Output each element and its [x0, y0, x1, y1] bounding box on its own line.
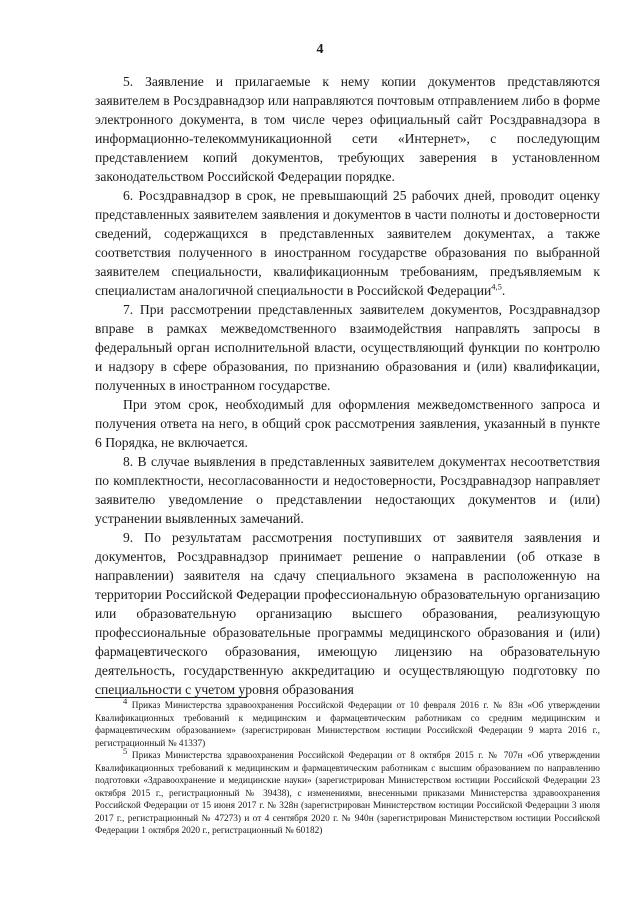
- footnote-divider: [95, 697, 247, 698]
- footnotes: [95, 695, 600, 838]
- page-number: 4: [316, 42, 324, 57]
- paragraph-7: 7. При рассмотрении представленных заявителем документов, Росздравнадзор вправе в рамках межведомственного взаимодействия направлять запросы в федеральный орган исполнительной власти, осуществляющий функции по контролю и надзору в сфере образования, по признанию образования и (или) квалификации, полученных в иностранном государстве.: [95, 302, 600, 393]
- paragraph-9: 9. По результатам рассмотрения поступивших от заявителя заявления и документов, Росздравнадзор принимает решение о направлении (об отказе в направлении) заявителя на сдачу специального экзамена в расположенную на территории Российской Федерации профессиональную образовательную организацию или образовательную организацию высшего образования, реализующую профессиональные образовательные программы медицинского образования и (или) фармацевтического образования, имеющую лицензию на образовательную деятельность, государственную аккредитацию и осуществляющую подготовку по специальности с учетом уровня образования: [95, 530, 600, 697]
- footnote-ref-4-5: 4,5: [491, 281, 502, 292]
- footnote-4-text: Приказ Министерства здравоохранения Российской Федерации от 10 февраля 2016 г. № 83н «Об утверждении Квалификационных требований к медицинским и фармацевтическим работникам со средним медицинским и фармацевтическим образованием» (зарегистрирован Министерством юстиции Российской Федерации 9 марта 2016 г., регистрационный № 41337): [95, 701, 600, 749]
- paragraph-7-note: При этом срок, необходимый для оформления межведомственного запроса и получения ответа на него, в общий срок рассмотрения заявления, указанный в пункте 6 Порядка, не включается.: [95, 397, 600, 450]
- footnote-5: [95, 745, 600, 838]
- paragraph-6-end: .: [501, 283, 506, 298]
- paragraph-6-text: 6. Росздравнадзор в срок, не превышающий 25 рабочих дней, проводит оценку представленных заявителем заявления и документов в части полноты и достоверности сведений, содержащихся в представленных заявителем документах, а также соответствия полученного в иностранном государстве образования по выбранной заявителем специальности, квалификационным требованиям, предъявляемым к специалистам аналогичной специальности в Российской Федерации: [95, 188, 600, 298]
- footnote-5-text: Приказ Министерства здравоохранения Российской Федерации от 8 октября 2015 г. № 707н «Об утверждении Квалификационных требований к медицинским и фармацевтическим работникам с высшим образованием по направлению подготовки «Здравоохранение и медицинские науки» (зарегистрирован Министерством юстиции Российской Федерации 23 октября 2015 г., регистрационный № 39438), с изменениями, внесенными приказами Министерства здравоохранения Российской Федерации от 15 июня 2017 г. № 328н (зарегистрирован Министерством юстиции Российской Федерации 3 июля 2017 г., регистрационный № 47273) и от 4 сентября 2020 г. № 940н (зарегистрирован Министерством юстиции Российской Федерации 1 октября 2020 г., регистрационный № 60182): [95, 751, 600, 836]
- paragraph-8: 8. В случае выявления в представленных заявителем документах несоответствия по комплектности, несогласованности и недостоверности, Росздравнадзор направляет заявителю уведомление о представлении недостающих документов и (или) устранении выявленных замечаний.: [95, 454, 600, 526]
- footnote-mark-4: 4: [123, 695, 128, 706]
- footnote-4: [95, 695, 600, 750]
- paragraph-5: 5. Заявление и прилагаемые к нему копии документов представляются заявителем в Росздравнадзор или направляются почтовым отправлением либо в форме электронного документа, в том числе через официальный сайт Росздравнадзора в информационно-телекоммуникационной сети «Интернет», с последующим представлением копий документов, требующих заверения в установленном законодательством Российской Федерации порядке.: [95, 74, 600, 184]
- paragraph-6: [95, 186, 600, 300]
- footnote-mark-5: 5: [123, 745, 128, 756]
- main-text: [95, 72, 600, 699]
